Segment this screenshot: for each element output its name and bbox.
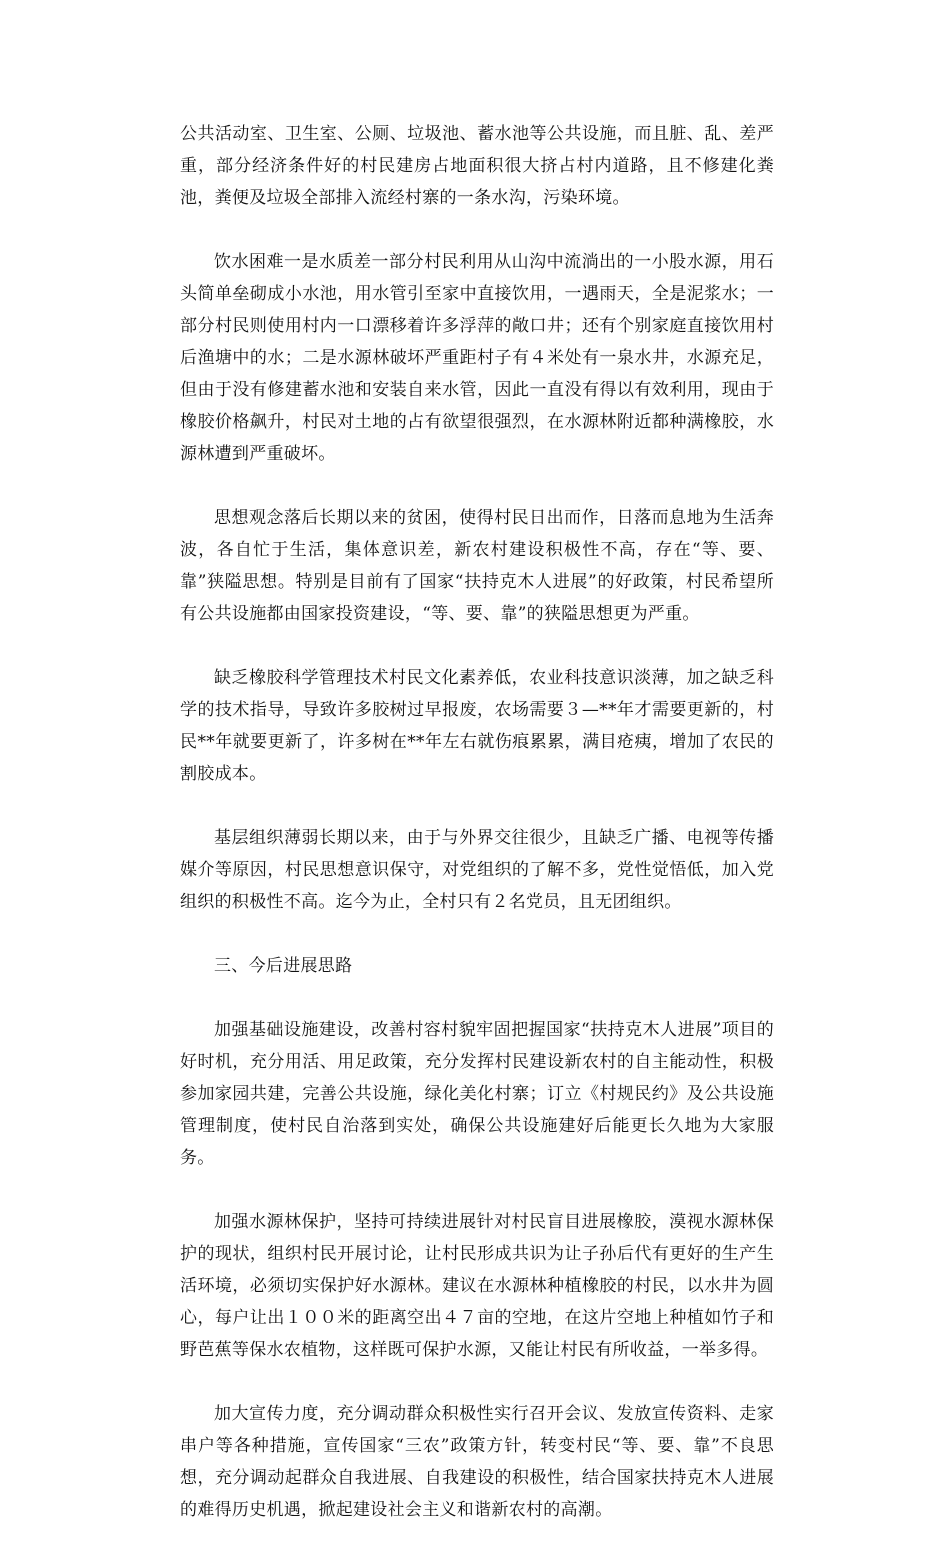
paragraph-public-facilities: 公共活动室、卫生室、公厕、垃圾池、蓄水池等公共设施，而且脏、乱、差严重，部分经济条件好的村民建房占地面积很大挤占村内道路，且不修建化粪池，粪便及垃圾全部排入流经村寨的一条水沟，污染环境。 xyxy=(180,124,774,208)
paragraph-drinking-water: 饮水困难一是水质差一部分村民利用从山沟中流淌出的一小股水源，用石头简单垒砌成小水池，用水管引至家中直接饮用，一遇雨天，全是泥浆水；一部分村民则使用村内一口漂移着许多浮萍的敞口井；还有个别家庭直接饮用村后渔塘中的水；二是水源林破坏严重距村子有４米处有一泉水井，水源充足，但由于没有修建蓄水池和安装自来水管，因此一直没有得以有效利用，现由于橡胶价格飙升，村民对土地的占有欲望很强烈，在水源林附近都种满橡胶，水源林遭到严重破坏。 xyxy=(180,252,774,464)
paragraph-rubber-management: 缺乏橡胶科学管理技术村民文化素养低，农业科技意识淡薄，加之缺乏科学的技术指导，导致许多胶树过早报废，农场需要３—**年才需要更新的，村民**年就要更新了，许多树在**年左右就伤痕累累，满目疮痍，增加了农民的割胶成本。 xyxy=(180,668,774,784)
paragraph-grassroots-organization: 基层组织薄弱长期以来，由于与外界交往很少，且缺乏广播、电视等传播媒介等原因，村民思想意识保守，对党组织的了解不多，党性觉悟低，加入党组织的积极性不高。迄今为止，全村只有２名党员，且无团组织。 xyxy=(180,828,774,912)
document-page xyxy=(180,118,774,1558)
paragraph-infrastructure: 加强基础设施建设，改善村容村貌牢固把握国家“扶持克木人进展”项目的好时机，充分用活、用足政策，充分发挥村民建设新农村的自主能动性，积极参加家园共建，完善公共设施，绿化美化村寨；订立《村规民约》及公共设施管理制度，使村民自治落到实处，确保公共设施建好后能更长久地为大家服务。 xyxy=(180,1020,774,1168)
paragraph-watershed-protection: 加强水源林保护，坚持可持续进展针对村民盲目进展橡胶，漠视水源林保护的现状，组织村民开展讨论，让村民形成共识为让子孙后代有更好的生产生活环境，必须切实保护好水源林。建议在水源林种植橡胶的村民，以水井为圆心，每户让出１００米的距离空出４７亩的空地，在这片空地上种植如竹子和野芭蕉等保水农植物，这样既可保护水源，又能让村民有所收益，一举多得。 xyxy=(180,1212,774,1360)
section-heading: 三、今后进展思路 xyxy=(214,956,353,976)
paragraph-outdated-thinking: 思想观念落后长期以来的贫困，使得村民日出而作，日落而息地为生活奔波，各自忙于生活，集体意识差，新农村建设积极性不高，存在“等、要、靠”狭隘思想。特别是目前有了国家“扶持克木人进展”的好政策，村民希望所有公共设施都由国家投资建设，“等、要、靠”的狭隘思想更为严重。 xyxy=(180,508,774,624)
paragraph-publicity: 加大宣传力度，充分调动群众积极性实行召开会议、发放宣传资料、走家串户等各种措施，宣传国家“三农”政策方针，转变村民“等、要、靠”不良思想，充分调动起群众自我进展、自我建设的积极性，结合国家扶持克木人进展的难得历史机遇，掀起建设社会主义和谐新农村的高潮。 xyxy=(180,1404,774,1520)
